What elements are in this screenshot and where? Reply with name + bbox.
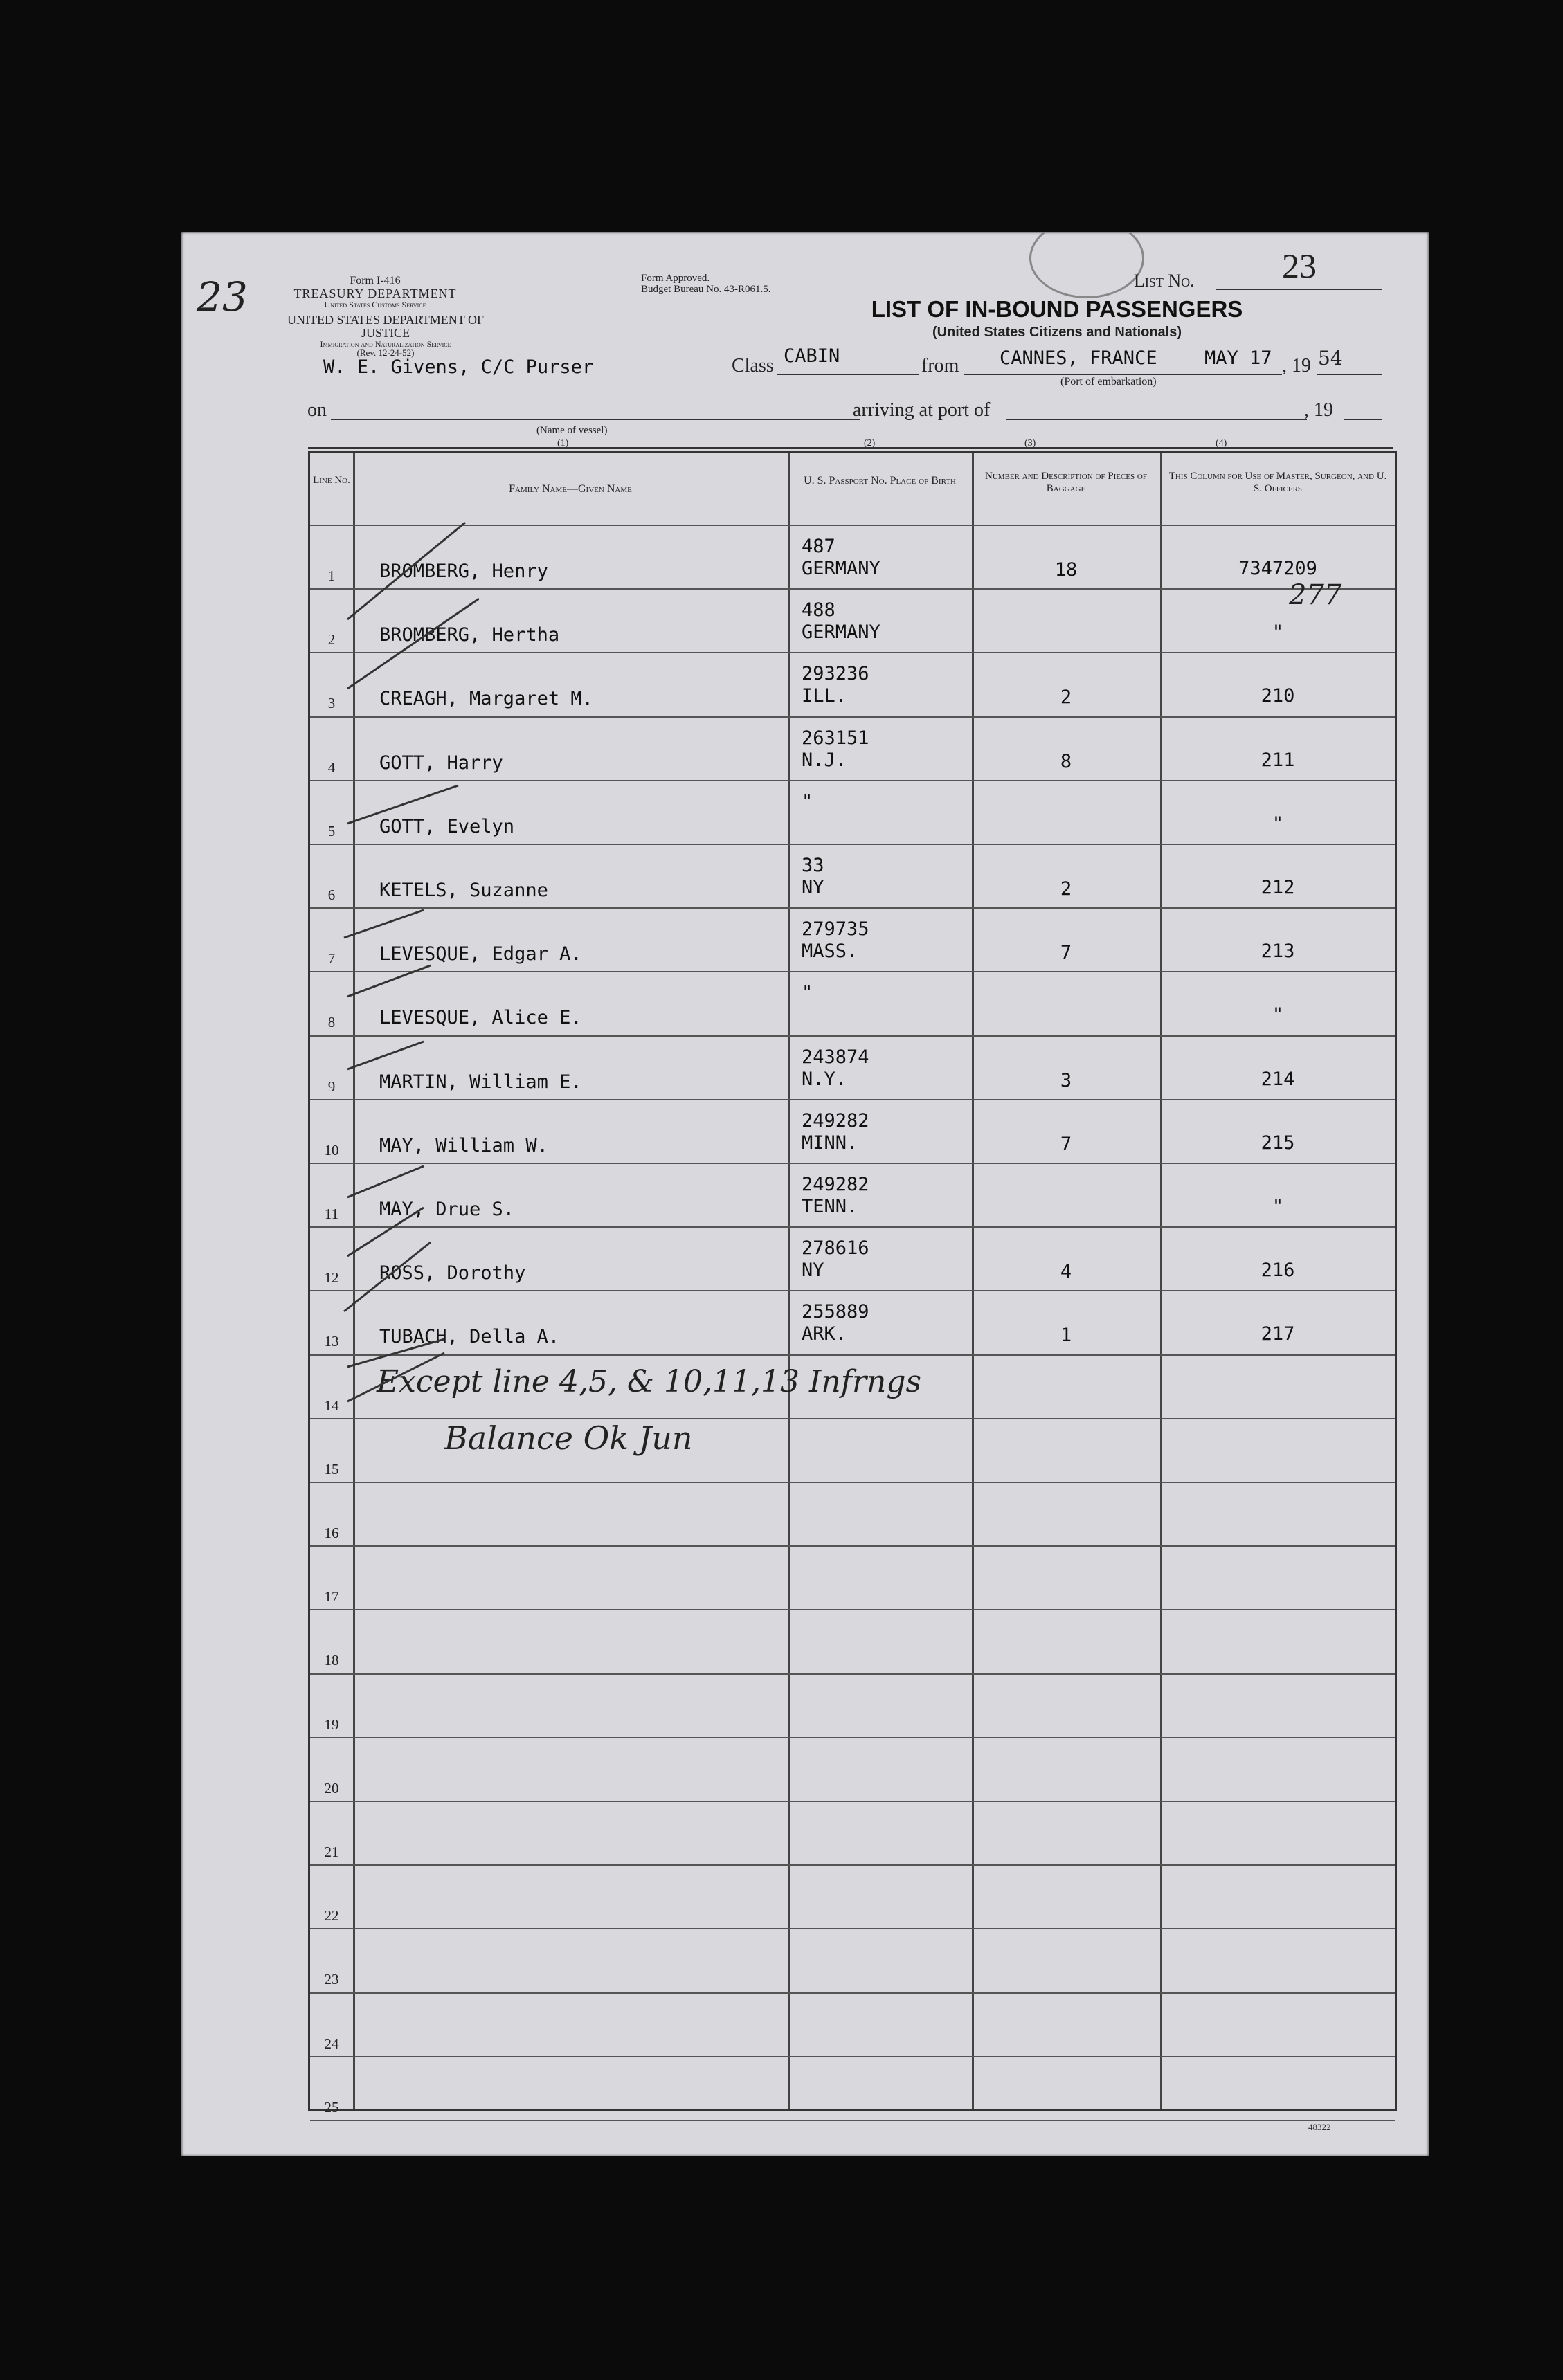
passport-number: "	[802, 982, 813, 1004]
row-divider	[310, 1928, 1395, 1929]
passenger-name: MAY, Drue S.	[379, 1199, 515, 1220]
line-number: 4	[327, 758, 336, 776]
line-number: 13	[324, 1333, 339, 1350]
passenger-name: GOTT, Evelyn	[379, 815, 515, 837]
place-of-birth: NY	[802, 1260, 824, 1282]
class-value: CABIN	[784, 345, 840, 367]
passport-number: "	[802, 790, 813, 812]
line-number: 21	[324, 1844, 339, 1860]
passenger-name: BROMBERG, Henry	[379, 561, 548, 582]
row-divider	[310, 1737, 1395, 1738]
baggage-count: 7	[1060, 1133, 1072, 1155]
col-header-passport: U. S. Passport No. Place of Birth	[804, 475, 956, 487]
passenger-name: GOTT, Harry	[379, 752, 503, 774]
officer-entry: 213	[1261, 941, 1295, 963]
baggage-count: 1	[1060, 1325, 1072, 1347]
officer-entry: 216	[1261, 1260, 1295, 1282]
officer-entry: "	[1272, 1196, 1284, 1217]
passenger-name: ROSS, Dorothy	[379, 1262, 526, 1284]
line-number: 1	[327, 567, 336, 584]
line-number: 15	[324, 1460, 339, 1478]
vessel-underline	[331, 419, 860, 420]
baggage-count: 18	[1054, 559, 1078, 581]
class-label: Class	[732, 355, 774, 376]
line-number: 7	[327, 950, 336, 968]
arriving-year: , 19	[1304, 399, 1333, 421]
line-number: 10	[324, 1141, 339, 1159]
col-num-3: (3)	[1024, 438, 1036, 448]
baggage-count: 4	[1060, 1261, 1072, 1283]
col-num-4: (4)	[1216, 438, 1227, 448]
row-divider	[310, 2056, 1395, 2057]
year-value: 54	[1318, 347, 1343, 370]
col-divider	[1160, 453, 1162, 2109]
row-divider	[310, 1992, 1395, 1994]
header-rule	[308, 447, 1393, 449]
line-number: 6	[327, 887, 336, 903]
arriving-year-underline	[1344, 419, 1382, 420]
passenger-name: LEVESQUE, Edgar A.	[379, 943, 582, 965]
officer-entry: 214	[1261, 1068, 1295, 1090]
customs-service: United States Customs Service	[324, 299, 426, 309]
passport-number: 33	[802, 855, 824, 876]
passport-number: 487	[802, 536, 835, 557]
passport-number: 279735	[802, 918, 869, 941]
port-embark-note: (Port of embarkation)	[1060, 376, 1157, 388]
col-header-name: Family Name—Given Name	[509, 483, 632, 495]
line-number: 22	[324, 1907, 339, 1925]
row-divider	[310, 1801, 1395, 1802]
line-number: 8	[327, 1014, 336, 1031]
officer-entry: 7347209	[1238, 558, 1317, 579]
revision-date: (Rev. 12-24-52)	[356, 347, 415, 358]
line-number: 20	[324, 1779, 339, 1797]
passport-number: 263151	[802, 727, 869, 749]
place-of-birth: MINN.	[802, 1132, 858, 1154]
line-number: 3	[327, 695, 336, 712]
treasury-dept: TREASURY DEPARTMENT	[293, 286, 457, 300]
list-no-label: List No.	[1134, 271, 1195, 291]
line-number: 16	[324, 1525, 339, 1541]
budget-bureau: Budget Bureau No. 43-R061.5.	[641, 283, 771, 295]
passport-number: 243874	[802, 1046, 869, 1068]
list-no-value: 23	[1282, 246, 1317, 285]
row-divider	[310, 2120, 1395, 2121]
class-underline	[777, 374, 919, 375]
officer-entry: "	[1272, 812, 1284, 835]
line-number: 17	[324, 1588, 339, 1606]
baggage-count: 2	[1060, 687, 1072, 709]
officer-entry: 210	[1261, 685, 1295, 707]
passenger-name: KETELS, Suzanne	[379, 880, 548, 901]
passenger-name: MAY, William W.	[379, 1134, 548, 1156]
from-value: CANNES, FRANCE	[1000, 347, 1157, 369]
handwritten-note-line2: Balance Ok Jun	[444, 1419, 693, 1457]
officer-entry: 212	[1261, 877, 1295, 898]
year-underline	[1317, 374, 1382, 375]
passenger-name: LEVESQUE, Alice E.	[379, 1007, 582, 1029]
date-value: MAY 17	[1204, 347, 1272, 369]
handwritten-row1-annotation: 277	[1289, 579, 1342, 611]
justice-dept: UNITED STATES DEPARTMENT OF JUSTICE	[287, 313, 484, 340]
baggage-count: 2	[1060, 878, 1072, 900]
officer-entry: 217	[1261, 1323, 1295, 1345]
line-number: 12	[324, 1269, 339, 1287]
place-of-birth: N.Y.	[802, 1068, 847, 1090]
officer-entry: "	[1272, 621, 1284, 644]
col-header-line: Line No.	[313, 475, 350, 486]
handwritten-check-marks	[341, 481, 479, 1588]
line-number: 2	[327, 631, 336, 648]
place-of-birth: ILL.	[802, 685, 847, 707]
passenger-name: MARTIN, William E.	[379, 1071, 582, 1093]
place-of-birth: GERMANY	[802, 621, 880, 644]
passport-number: 488	[802, 599, 835, 621]
form-approved: Form Approved.	[641, 273, 710, 284]
passenger-name: BROMBERG, Hertha	[379, 624, 560, 646]
passport-number: 249282	[802, 1174, 869, 1195]
baggage-count: 7	[1060, 942, 1072, 964]
row-divider	[310, 1673, 1395, 1675]
form-subtitle: (United States Citizens and Nationals)	[932, 325, 1182, 340]
col-header-baggage: Number and Description of Pieces of Baggage	[985, 471, 1147, 494]
from-underline	[964, 374, 1282, 375]
line-number: 14	[324, 1397, 339, 1414]
form-title: LIST OF IN-BOUND PASSENGERS	[871, 296, 1243, 322]
footer-code: 48322	[1308, 2122, 1331, 2132]
col-divider	[788, 453, 790, 2109]
form-issuer-block	[258, 275, 493, 309]
line-number: 23	[324, 1971, 339, 1988]
baggage-count: 3	[1060, 1069, 1072, 1091]
place-of-birth: MASS.	[802, 941, 858, 963]
handwritten-note-line1: Except line 4,5, & 10,11,13 Infrngs	[377, 1364, 922, 1399]
line-number: 18	[324, 1652, 339, 1669]
from-label: from	[921, 355, 959, 376]
place-of-birth: GERMANY	[802, 558, 880, 579]
baggage-count: 8	[1060, 750, 1072, 772]
row-divider	[310, 1864, 1395, 1866]
col-divider	[972, 453, 974, 2109]
line-number: 24	[324, 2035, 339, 2052]
passenger-name: CREAGH, Margaret M.	[379, 688, 593, 710]
customs-stamp	[1029, 218, 1144, 298]
officer-entry: "	[1272, 1004, 1284, 1026]
place-of-birth: N.J.	[802, 749, 847, 771]
purser-name: W. E. Givens, C/C Purser	[323, 356, 594, 378]
place-of-birth: TENN.	[802, 1196, 858, 1217]
place-of-birth: ARK.	[802, 1323, 847, 1345]
ins-service: Immigration and Naturalization Service	[320, 338, 451, 349]
col-num-2: (2)	[864, 438, 876, 448]
passport-number: 255889	[802, 1301, 869, 1323]
col-header-officers: This Column for Use of Master, Surgeon, and U. S. Officers	[1168, 471, 1387, 494]
year-prefix: , 19	[1282, 355, 1311, 376]
row-divider	[310, 1609, 1395, 1610]
line-number: 25	[324, 2098, 339, 2116]
officer-entry: 211	[1261, 749, 1295, 771]
line-number: 19	[324, 1716, 339, 1733]
vessel-note: (Name of vessel)	[536, 425, 608, 436]
approval-block	[641, 273, 770, 296]
line-number: 9	[327, 1078, 336, 1095]
place-of-birth: NY	[802, 877, 824, 898]
on-label: on	[307, 399, 327, 421]
manifest-page	[181, 232, 1429, 2156]
col-num-1: (1)	[557, 438, 569, 448]
arrival-port-underline	[1006, 419, 1307, 420]
justice-block	[264, 314, 507, 358]
passport-number: 293236	[802, 663, 869, 685]
arriving-label: arriving at port of	[853, 399, 991, 421]
margin-handwritten-number: 23	[197, 273, 248, 320]
list-no-underline	[1216, 289, 1382, 290]
passenger-name: TUBACH, Della A.	[379, 1326, 560, 1348]
officer-entry: 215	[1261, 1132, 1295, 1154]
passport-number: 278616	[802, 1237, 869, 1260]
passport-number: 249282	[802, 1109, 869, 1132]
line-number: 11	[324, 1206, 339, 1222]
line-number: 5	[327, 822, 336, 839]
form-number: Form I-416	[350, 275, 401, 287]
